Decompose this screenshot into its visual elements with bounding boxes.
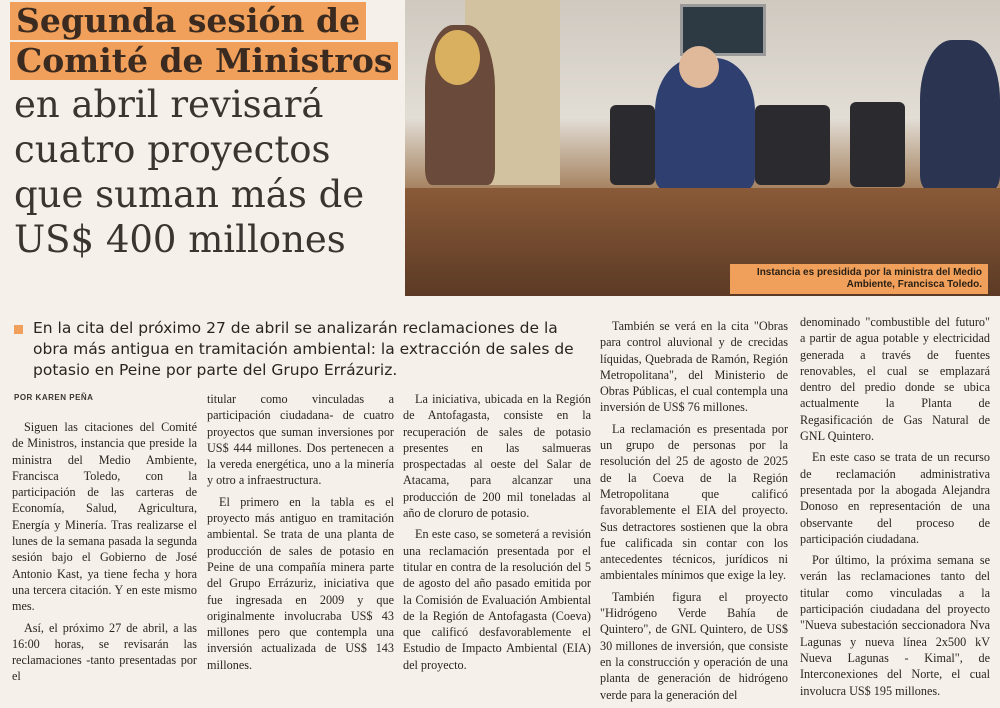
body-paragraph: Por último, la próxima semana se verán las reclamaciones tanto del titular como vinculadas a la participación ciudadana del proyecto "Nueva subestación seccionadora Nva Lagunas y nueva línea 2x500 kV Nueva Lagunas - Kimal", de Interconexiones del Norte, el cual involucra US$ 195 millones. — [800, 553, 990, 698]
photo-person-hair — [435, 30, 480, 85]
headline-line-5: que suman más de — [14, 173, 365, 216]
photo-person-right — [920, 40, 1000, 190]
headline-line-3: en abril revisará — [14, 83, 324, 126]
body-paragraph: En este caso se trata de un recurso de reclamación administrativa presentada por la abogada Alejandra Donoso en representación de una observante del proceso de participación ciudadana. — [800, 450, 990, 546]
body-column-5 — [800, 314, 990, 704]
meeting-photo — [405, 0, 1000, 296]
photo-person-face — [679, 46, 719, 88]
photo-caption: Instancia es presidida por la ministra del Medio Ambiente, Francisca Toledo. — [730, 264, 988, 294]
body-paragraph: denominado "combustible del futuro" a partir de agua potable y electricidad generada a través de fuentes renovables, el cual se emplazará dentro del predio donde se ubica actualmente la Planta de Regasificación de Gas Natural de GNL Quintero. — [800, 315, 990, 444]
headline-highlight-1: Segunda sesión de — [10, 2, 366, 40]
body-column-1 — [12, 419, 197, 690]
byline: POR KAREN PEÑA — [14, 393, 94, 402]
body-paragraph: El primero en la tabla es el proyecto más antiguo en tramitación ambiental. Se trata de una planta de producción de sales de potasio en Peine de una compañía minera parte del Grupo Errázuriz, iniciativa que fue ingresada en 2009 y que originalmente involucraba US$ 43 millones pero que contempla una inversión actualizada de US$ 143 millones. — [207, 494, 394, 672]
body-column-3 — [403, 391, 591, 678]
body-paragraph: En este caso, se someterá a revisión una reclamación presentada por el titular en contra de la resolución del 5 de agosto del año pasado emitida por la Comisión de Evaluación Ambiental de la Región de Antofagasta (Coeva) que calificó desfavorablemente el Estudio de Impacto Ambiental (EIA) del proyecto. — [403, 527, 591, 672]
lead-paragraph — [14, 318, 584, 381]
body-column-4 — [600, 318, 788, 708]
lead-text: En la cita del próximo 27 de abril se analizarán reclamaciones de la obra más antigua en tramitación ambiental: la extracción de sales de potasio en Peine por parte del Grupo Errázuriz. — [33, 319, 574, 379]
photo-chair — [755, 105, 830, 185]
headline-line-4: cuatro proyectos — [14, 128, 331, 171]
headline — [10, 2, 405, 262]
bullet-square-icon — [14, 325, 23, 334]
body-paragraph: Siguen las citaciones del Comité de Ministros, instancia que preside la ministra del Medio Ambiente, Francisca Toledo, con la participación de las carteras de Economía, Salud, Agricultura, Energía y Minería. Tras realizarse el lunes de la semana pasada la segunda sesión bajo el Gobierno de José Antonio Kast, ya tiene fecha y hora una tercera citación. Y en este mismo mes. — [12, 420, 197, 614]
photo-chair — [610, 105, 655, 185]
body-paragraph: La iniciativa, ubicada en la Región de Antofagasta, consiste en la recuperación de sales de potasio presentes en las salmueras prospectadas al oeste del Salar de Atacama, para alcanzar una producción de 200 mil toneladas al año de cloruro de potasio. — [403, 392, 591, 521]
body-paragraph: También se verá en la cita "Obras para control aluvional y de crecidas líquidas, Quebrada de Ramón, Región Metropolitana", del Ministerio de Obras Públicas, el cual contempla una inversión de US$ 76 millones. — [600, 319, 788, 415]
body-paragraph: titular como vinculadas a participación ciudadana- de cuatro proyectos que suman inversiones por US$ 444 millones. Dos pertenecen a la vereda energética, uno a la minería y otro a infraestructura. — [207, 392, 394, 488]
body-column-2 — [207, 391, 394, 678]
body-paragraph: Así, el próximo 27 de abril, a las 16:00 horas, se revisarán las reclamaciones -tanto presentadas por el — [12, 620, 197, 684]
photo-chair — [850, 102, 905, 187]
headline-line-6: US$ 400 millones — [14, 218, 346, 261]
headline-highlight-2: Comité de Ministros — [10, 42, 398, 80]
body-paragraph: También figura el proyecto "Hidrógeno Verde Bahía de Quintero", de GNL Quintero, de US$ 30 millones de inversión, que consiste en la construcción y operación de una planta de generación de hidrógeno verde para la generación del — [600, 589, 788, 702]
body-paragraph: La reclamación es presentada por un grupo de personas por la resolución del 25 de agosto de 2025 de la Coeva de la Región Metropolitana que calificó favorablemente el EIA del proyecto. Sus detractores sostienen que la obra fue calificada sin contar con los antecedentes técnicos, jurídicos ni ambientales mínimos que exige la ley. — [600, 421, 788, 583]
